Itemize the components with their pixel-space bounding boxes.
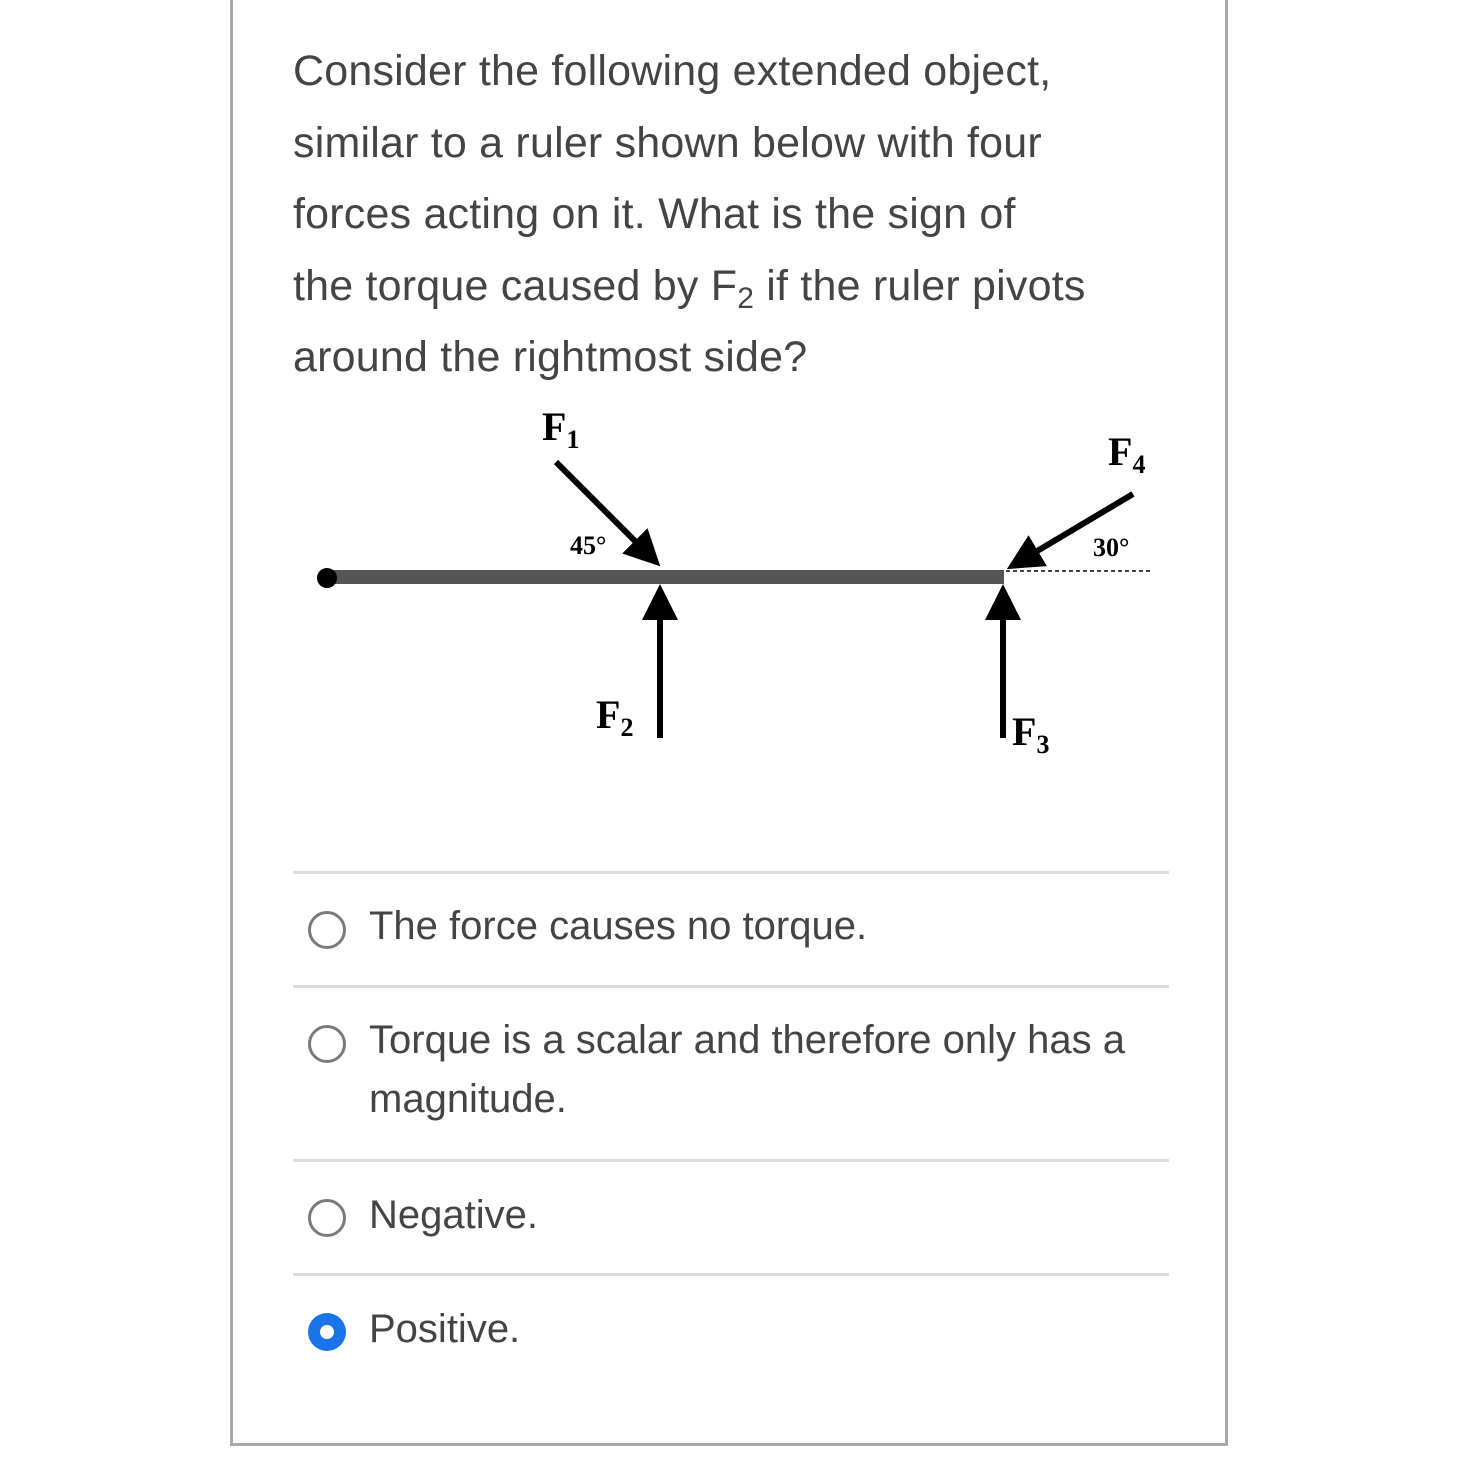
f2-subscript: 2 xyxy=(620,713,634,742)
question-f2-subscript: 2 xyxy=(737,281,755,315)
divider-top xyxy=(293,871,1169,874)
option-negative-label: Negative. xyxy=(369,1193,538,1237)
question-line-4-end: if the ruler pivots xyxy=(754,261,1086,310)
radio-positive-selected[interactable] xyxy=(308,1313,346,1351)
divider-1 xyxy=(293,985,1169,988)
f3-subscript: 3 xyxy=(1036,730,1050,759)
question-line-5: around the rightmost side? xyxy=(293,333,808,381)
f4-subscript: 4 xyxy=(1132,450,1146,479)
radio-negative[interactable] xyxy=(308,1199,346,1237)
ruler-left-end-dot xyxy=(317,568,337,588)
question-line-1: Consider the following extended object, xyxy=(293,47,1052,95)
angle-30-label: 30° xyxy=(1093,533,1130,562)
radio-scalar[interactable] xyxy=(308,1025,346,1063)
option-scalar-label: Torque is a scalar and therefore only has a magnitude. xyxy=(369,1018,1125,1121)
divider-3 xyxy=(293,1273,1169,1276)
question-line-4-start: the torque caused by F xyxy=(293,261,738,310)
option-no-torque-label: The force causes no torque. xyxy=(369,904,868,948)
divider-2 xyxy=(293,1159,1169,1162)
f2-label: $F_2$ xyxy=(596,692,634,742)
f4-label: $F_4$ xyxy=(1108,429,1146,479)
f3-label: $F_3$ xyxy=(1012,709,1050,759)
option-positive-label: Positive. xyxy=(369,1307,521,1351)
f1-subscript: 1 xyxy=(566,425,580,454)
f1-label: $F_1$ xyxy=(542,404,580,454)
question-line-3: forces acting on it. What is the sign of xyxy=(293,190,1016,238)
question-line-2: similar to a ruler shown below with four xyxy=(293,118,1042,167)
angle-45-label: 45° xyxy=(570,531,607,560)
radio-no-torque[interactable] xyxy=(308,911,346,949)
